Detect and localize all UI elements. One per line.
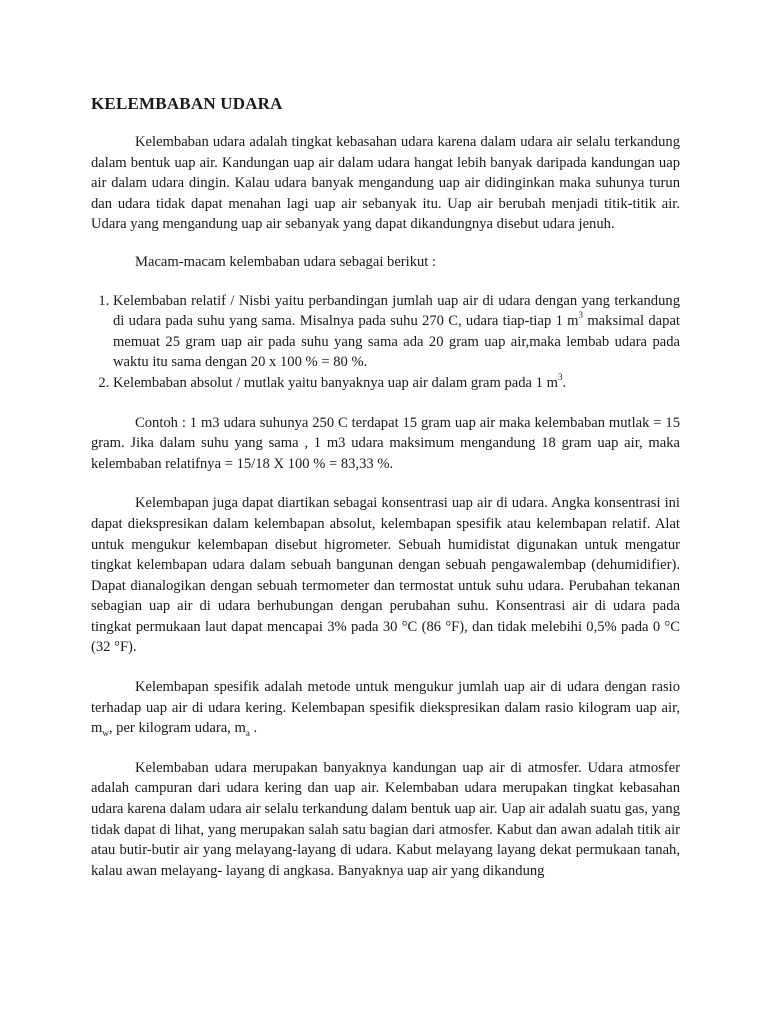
paragraph-intro: Kelembaban udara adalah tingkat kebasahan udara karena dalam udara air selalu terkandung dalam bentuk uap air. Kandungan uap air dalam udara hangat lebih banyak daripada kandungan uap air dalam udara dingin. Kalau udara banyak mengandung uap air didinginkan maka suhunya turun dan udara tidak dapat menahan lagi uap air sebanyak itu. Uap air berubah menjadi titik-titik air. Udara yang mengandung uap air sebanyak yang dapat dikandungnya disebut udara jenuh.	[91, 134, 680, 233]
paragraph-example: Contoh : 1 m3 udara suhunya 250 C terdapat 15 gram uap air maka kelembaban mutlak = 15 gram. Jika dalam suhu yang sama , 1 m3 udara maksimum mengandung 18 gram uap air, maka kelembaban relatifnya = 15/18 X 100 % = 83,33 %.	[91, 414, 680, 472]
document-title: KELEMBABAN UDARA	[91, 94, 283, 113]
subscript: a	[245, 728, 250, 739]
list-item	[113, 373, 680, 394]
superscript: 3	[578, 310, 584, 321]
list-item	[113, 291, 680, 373]
paragraph-text: , per kilogram udara, m	[108, 720, 246, 737]
paragraph-types-intro: Macam-macam kelembaban udara sebagai berikut :	[135, 253, 437, 270]
paragraph-concentration: Kelembapan juga dapat diartikan sebagai konsentrasi uap air di udara. Angka konsentrasi ini dapat diekspresikan dalam kelembapan absolut, kelembapan spesifik atau kelembapan relatif. Alat untuk mengukur kelembapan disebut higrometer. Sebuah humidistat digunakan untuk mengatur tingkat kelembapan udara dalam sebuah bangunan dengan sebuah pengawalembap (dehumidifier). Dapat dianalogikan dengan sebuah termometer dan termostat untuk suhu udara. Perubahan tekanan sebagian uap air di udara berhubungan dengan perubahan suhu. Konsentrasi air di udara pada tingkat permukaan laut dapat mencapai 3% pada 30 °C (86 °F), dan tidak melebihi 0,5% pada 0 °C (32 °F).	[91, 495, 680, 656]
list-item-text: maksimal dapat memuat 25 gram uap air pada suhu yang sama ada 20 gram uap air,maka lembab udara pada waktu itu sama dengan 20 x 100 % = 80 %.	[113, 313, 680, 371]
paragraph-specific-humidity	[91, 677, 680, 739]
superscript: 3	[557, 372, 563, 383]
paragraph-atmosphere: Kelembaban udara merupakan banyaknya kandungan uap air di atmosfer. Udara atmosfer adalah campuran dari udara kering dan uap air. Kelembaban udara merupakan tingkat kebasahan udara karena dalam udara air selalu terkandung dalam bentuk uap air. Uap air adalah suatu gas, yang tidak dapat di lihat, yang merupakan salah satu bagian dari atmosfer. Kabut dan awan adalah titik air atau butir-butir air yang melayang-layang di udara. Kabut melayang layang dekat permukaan tanah, kalau awan melayang- layang di angkasa. Banyaknya uap air yang dikandung	[91, 759, 680, 879]
paragraph-text: .	[249, 720, 258, 737]
paragraph-text: Kelembapan spesifik adalah metode untuk mengukur jumlah uap air di udara dengan rasio terhadap uap air di udara kering. Kelembapan spesifik diekspresikan dalam rasio kilogram uap air, m	[91, 679, 680, 737]
list-item-text: Kelembaban absolut / mutlak yaitu banyaknya uap air dalam gram pada 1 m	[113, 374, 558, 391]
list-item-text: Kelembaban relatif / Nisbi yaitu perbandingan jumlah uap air di udara dengan yang terkandung di udara pada suhu yang sama. Misalnya pada suhu 270 C, udara tiap-tiap 1 m	[113, 292, 680, 330]
humidity-types-list	[91, 291, 680, 394]
subscript: w	[102, 728, 109, 739]
list-item-text: .	[562, 374, 567, 391]
